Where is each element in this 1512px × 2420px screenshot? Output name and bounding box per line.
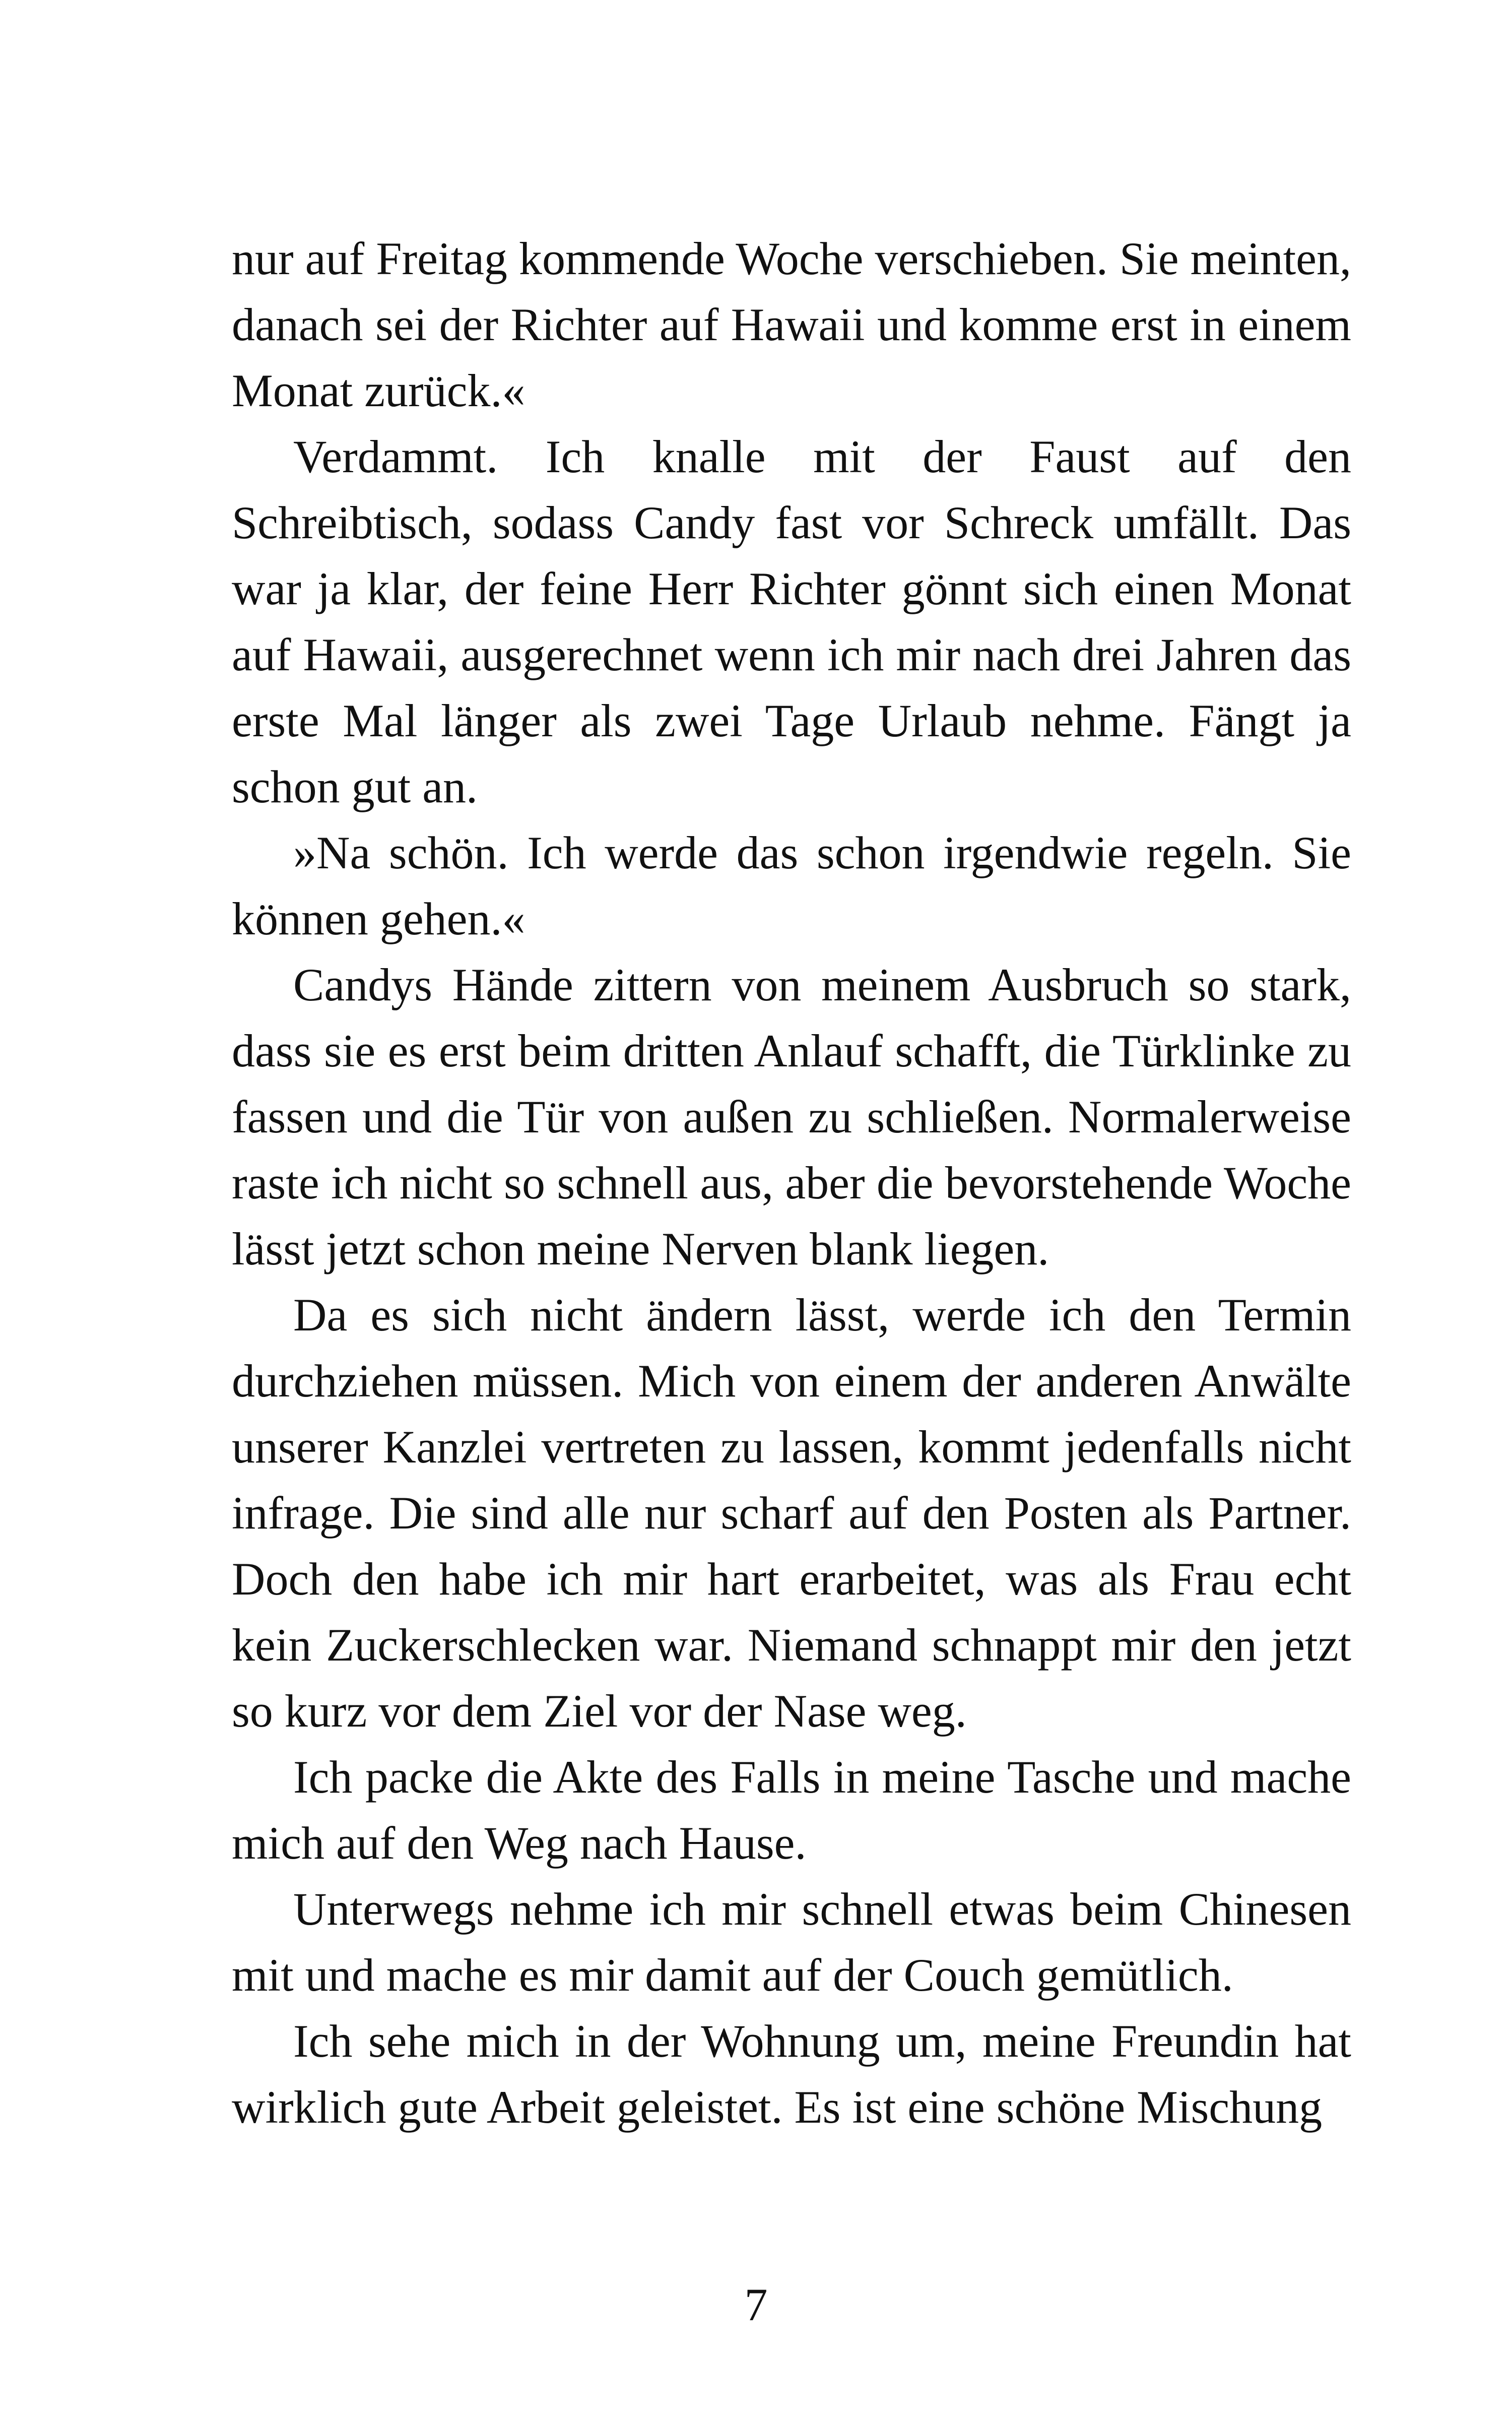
paragraph: Candys Hände zittern von meinem Ausbruch so stark, dass sie es erst beim dritten Anlauf schafft, die Türklinke zu fassen und die Tür von außen zu schließen. Normalerweise raste ich nicht so schnell aus, aber die bevorstehende Woche lässt jetzt schon meine Nerven blank liegen.	[232, 959, 1351, 1275]
paragraph: nur auf Freitag kommende Woche verschieben. Sie meinten, danach sei der Richter auf Hawaii und komme erst in einem Monat zurück.«	[232, 233, 1351, 416]
page-number: 7	[744, 2279, 768, 2330]
paragraph: Ich sehe mich in der Wohnung um, meine Freundin hat wirklich gute Arbeit geleistet. Es ist eine schöne Mischung	[232, 2015, 1351, 2133]
paragraph: Da es sich nicht ändern lässt, werde ich den Termin durchziehen müssen. Mich von einem der anderen Anwälte unserer Kanzlei vertreten zu lassen, kommt jedenfalls nicht infrage. Die sind alle nur scharf auf den Posten als Partner. Doch den habe ich mir hart erarbeitet, was als Frau echt kein Zuckerschlecken war. Niemand schnappt mir den jetzt so kurz vor dem Ziel vor der Nase weg.	[232, 1289, 1351, 1737]
body-text	[232, 226, 1351, 2140]
paragraph: Unterwegs nehme ich mir schnell etwas beim Chinesen mit und mache es mir damit auf der Couch gemütlich.	[232, 1883, 1351, 2001]
paragraph: »Na schön. Ich werde das schon irgendwie regeln. Sie können gehen.«	[232, 827, 1351, 944]
paragraph: Verdammt. Ich knalle mit der Faust auf den Schreibtisch, sodass Candy fast vor Schreck umfällt. Das war ja klar, der feine Herr Richter gönnt sich einen Monat auf Hawaii, ausgerechnet wenn ich mir nach drei Jahren das erste Mal länger als zwei Tage Urlaub nehme. Fängt ja schon gut an.	[232, 431, 1351, 812]
paragraph: Ich packe die Akte des Falls in meine Tasche und mache mich auf den Weg nach Hause.	[232, 1751, 1351, 1869]
